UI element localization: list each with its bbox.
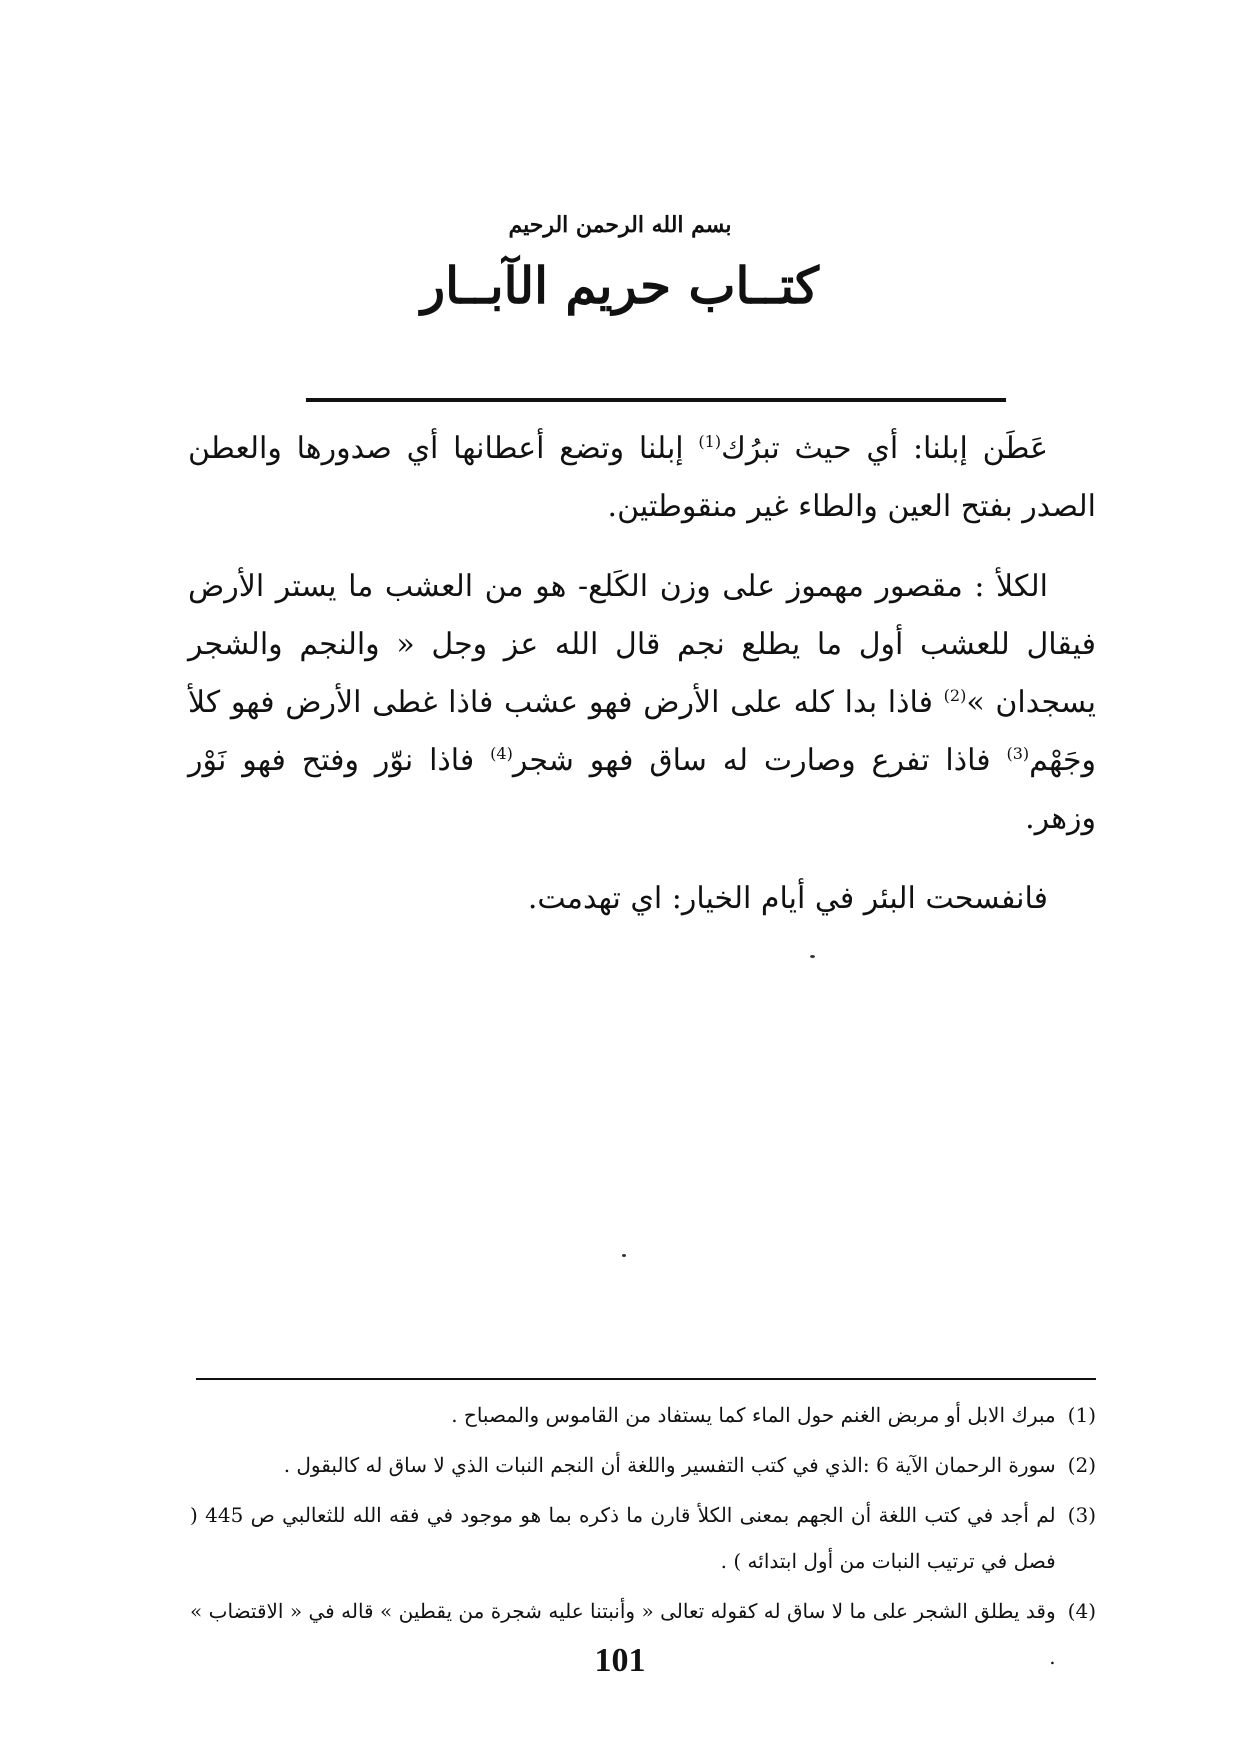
paragraph-infasahat	[188, 870, 1096, 928]
page-number: 101	[594, 1642, 646, 1679]
paragraph-text: إبلنا وتضع أعطانها أي صدورها والعطن الصدر بفتح العين والطاء غير منقوطتين.	[188, 431, 1096, 524]
basmala-heading: بسم الله الرحمن الرحيم	[508, 212, 732, 238]
paragraph-text: الكلأ : مقصور مهموز على وزن الكَلع- هو من العشب ما يستر الأرض فيقال للعشب أول ما يطلع نجم قال الله عز وجل « والنجم والشجر يسجدان »	[188, 569, 1096, 720]
footnotes	[190, 1392, 1096, 1684]
footnote-text: لم أجد في كتب اللغة أن الجهم بمعنى الكلأ قارن ما ذكره بما هو موجود في فقه الله للثعالبي ص 445 ( فصل في ترتيب النبات من أول ابتدائه ) .	[190, 1503, 1056, 1573]
paragraph-text: فاذا نوّر وفتح فهو نَوْر وزهر.	[188, 743, 1096, 836]
footnote-ref: (2)	[943, 686, 967, 705]
footnote-text: وقد يطلق الشجر على ما لا ساق له كقوله تعالى « وأنبتنا عليه شجرة من يقطين » قاله في « الاقتضاب » .	[190, 1599, 1056, 1669]
footnote-number: (4)	[1067, 1599, 1096, 1623]
paragraph-text: عَطَن إبلنا: أي حيث تبرُك	[721, 431, 1048, 466]
paragraph-text: فاذا تفرع وصارت له ساق فهو شجر	[512, 743, 1007, 778]
footnote-number: (1)	[1067, 1403, 1096, 1427]
main-text	[188, 420, 1096, 950]
title-divider	[306, 398, 1006, 402]
footnote-number: (3)	[1067, 1503, 1096, 1527]
footnote-3	[190, 1492, 1096, 1584]
footnote-number: (2)	[1067, 1453, 1096, 1477]
paragraph-atan	[188, 420, 1096, 536]
footnote-text: سورة الرحمان الآية 6 :الذي في كتب التفسير واللغة أن النجم النبات الذي لا ساق له كالبقول .	[283, 1453, 1056, 1477]
footnote-ref: (4)	[490, 744, 513, 763]
speck-mark	[810, 955, 815, 958]
footnote-2	[190, 1442, 1096, 1488]
paragraph-text: فانفسحت البئر في أيام الخيار: اي تهدمت.	[527, 881, 1048, 916]
footnote-ref: (1)	[698, 432, 722, 451]
paragraph-kala	[188, 558, 1096, 848]
footnote-divider	[196, 1378, 1096, 1380]
speck-mark	[622, 1254, 626, 1257]
paragraph-text: فاذا بدا كله على الأرض فهو عشب فاذا غطى الأرض فهو كلأ وجَهْم	[188, 685, 1096, 778]
chapter-title: كتــاب حريم الآبــار	[421, 256, 819, 315]
footnote-text: مبرك الابل أو مربض الغنم حول الماء كما يستفاد من القاموس والمصباح .	[451, 1403, 1056, 1427]
footnote-ref: (3)	[1006, 744, 1030, 763]
footnote-1	[190, 1392, 1096, 1438]
